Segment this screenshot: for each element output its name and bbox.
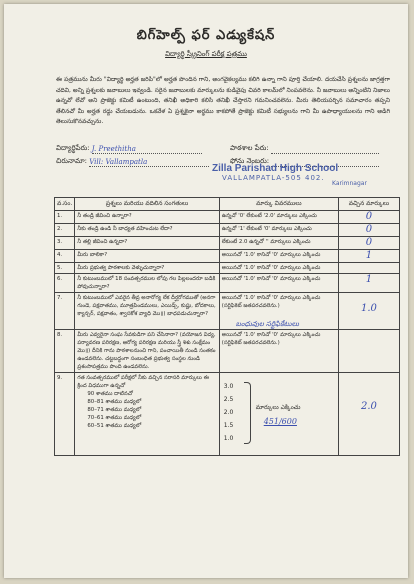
row-question: మీరు ఎవ్వరైనా సంఘ సేవకుడిగా పని చేసినారా? (వయోజన విద్య, పర్యావరణ పరిరక్షణ, ఆరోగ్య పరిరక్షణ మరియు స్త్రీ శిశు సంక్షేమం మొ॥) దీనికి గాను పాఠశాలనుంచి గాని, పంచాయితీ నుండి సంతకం ఉండవలెను. చట్టబద్ధంగా సంబంధిత ప్రభుత్వ సంస్థల నుండి ప్రశంసాపత్రము పొంది ఉండవలెను. (75, 330, 219, 373)
row-number: 7. (55, 293, 75, 330)
table-header-row (55, 198, 400, 211)
row-mark-detail (219, 373, 338, 456)
row-marks-cell[interactable] (338, 263, 399, 274)
row-marks-cell[interactable] (338, 330, 399, 373)
row-question-text: గత సంవత్సరములో పరీక్షలో నీకు వచ్చిన సరాసరి మార్కులు ఈ క్రింద విధముగా ఉన్నచో (77, 375, 209, 389)
header-sno: వ.సం. (55, 198, 75, 211)
scale-value: 1.5 (223, 422, 234, 429)
row-marks: 0 (365, 237, 373, 248)
school-name-field[interactable] (230, 144, 379, 154)
row-question: నీ కుటుంబములో ఎవరైన తీవ్ర అనారోగ్య లేక దీర్ఘరోగముతో (అనగా గుండె, పక్షవాతము, మూత్రపిండములు, ఎయిడ్స్, కుష్టు, బోదకాలు, క్యాన్సర్, పక్షవాతం, శ్వాసకోశ వ్యాధి మొ॥) బాధపడుచున్నారా? (75, 293, 219, 330)
row-marks: 0 (365, 211, 373, 222)
row-marks-cell[interactable] (338, 211, 399, 224)
row-mark-detail: అయినచో '1.0' కానిచో '0' మార్కులు ఎక్కించు (సర్టిఫికెట్ జతపరచవలెను.) (219, 330, 338, 373)
row-mark-detail: లేకుంటే 2.0 ఉన్నచో '' మార్కులు ఎక్కించు (219, 237, 338, 250)
screening-table (54, 197, 400, 456)
school-name-label: పాఠశాల పేరు: (230, 144, 269, 152)
row-marks: 0 (365, 224, 373, 235)
grade-item: 80–71 శాతము మధ్యలో (87, 407, 142, 413)
row-number: 8. (55, 330, 75, 373)
address-field[interactable] (56, 157, 209, 167)
row-marks: 2.0 (360, 401, 377, 412)
row-number: 5. (55, 263, 75, 274)
row-question: నీ తల్లి జీవించి ఉన్నదా? (75, 237, 219, 250)
scale-value: 2.5 (223, 396, 234, 403)
school-name-line (271, 153, 379, 154)
address-label: చిరునామా: (56, 157, 88, 165)
table-row (55, 237, 400, 250)
row-question: నీ కుటుంబములో 18 సంవత్సరముల లోపు గల పిల్లలందరూ బడికి పోవుచున్నారా? (75, 274, 219, 293)
row-marks-cell[interactable] (338, 293, 399, 330)
row-number: 6. (55, 274, 75, 293)
row-mark-detail: ఉన్నచో '1' లేకుంటే '0' మార్కులు ఎక్కించు (219, 224, 338, 237)
student-name-value: J. Preethitha (92, 145, 202, 154)
row-mark-detail: అయినచో '1.0' కానిచో '0' మార్కులు ఎక్కించు (219, 250, 338, 263)
scale-values (224, 380, 234, 445)
form-title: బిగ్‌హెల్ప్ ఫర్ ఎడ్యుకేషన్ (136, 28, 276, 43)
table-row (55, 250, 400, 263)
header-marks-obtained: వచ్చిన మార్కులు (338, 198, 399, 211)
row-marks-cell[interactable] (338, 250, 399, 263)
brace-icon (244, 382, 251, 444)
scale-value: 1.0 (223, 435, 234, 442)
row-question: నీ తండ్రి జీవించి ఉన్నారా? (75, 211, 219, 224)
stamp-school-name: Zilla Parishad High School (212, 163, 339, 174)
row-number: 3. (55, 237, 75, 250)
row-mark-detail-text: అయినచో '1.0' కానిచో '0' మార్కులు ఎక్కించు (సర్టిఫికెట్ జతపరచవలెను.) (221, 295, 321, 309)
grade-item: 60–51 శాతము మధ్యలో (87, 423, 142, 429)
scale-value: 3.0 (223, 383, 234, 390)
grade-item: 70–61 శాతము మధ్యలో (87, 415, 142, 421)
row-marks: 1 (365, 274, 373, 285)
student-name-label: విద్యార్థిపేరు: (56, 144, 90, 152)
table-row (55, 211, 400, 224)
table-row (55, 224, 400, 237)
school-stamp (212, 163, 367, 187)
stamp-place: VALLAMPATLA-505 402. (222, 174, 325, 182)
row-mark-detail-text: మార్కులు ఎక్కించు (255, 404, 301, 411)
table-row (55, 263, 400, 274)
row-marks-cell[interactable] (338, 237, 399, 250)
row-mark-detail: ఉన్నచో '0' లేకుంటే '2.0' మార్కులు ఎక్కించు (219, 211, 338, 224)
row-marks-cell[interactable] (338, 373, 399, 456)
table-row (55, 330, 400, 373)
row-mark-detail: అయినచో '1.0' కానిచో '0' మార్కులు ఎక్కించు (219, 274, 338, 293)
row-question: మీరు ప్రభుత్వ పాఠశాలకు వెళ్ళుచున్నారా? (75, 263, 219, 274)
scale-value: 2.0 (223, 409, 234, 416)
row-mark-detail: అయినచో '1.0' కానిచో '0' మార్కులు ఎక్కించు (219, 263, 338, 274)
phone-label: ఫోను నెంబరు: (230, 157, 270, 165)
grade-item: 90 శాతము దాటినచో (87, 391, 133, 397)
instructions-paragraph: ఈ పత్రమును మీరు "విద్యార్థి అర్హత జరిపి"లో అర్హత పొందిన గాని, అంగవైకల్యము కలిగి ఉన్నా గాని పూర్తి చేయాలి. దయచేసి ప్రశ్నలను జాగ్రత్తగా చదివి, అన్ని ప్రశ్నలకు జవాబులు ఇవ్వండి. సరైన జవాబులకు మార్కులను కుడివైపు చివరి కాలమ్‌లో నింపవలెను. నీ జవాబులు అన్నింటిని నిజాలు ఉన్నవో లేవో అని ప్రాజెక్టు కమిటీ ఉంటుంది, తనిఖీ అధికారి కలిసి తనిఖీ చేస్తారని గమనించవలెను. మీరు తెలియపర్చిన సమాచారం తప్పని తేలినచో మీ అర్హత రద్దు చేయబడును. ఒకవేళ ఏ ప్రశ్నకైనా అర్థము కాకపోతే ప్రాజెక్టు కమిటీ సభ్యులను గాని మీ ఉపాధ్యాయులను గాని అడిగి తెలుసుకొనవచ్చును. (56, 76, 390, 125)
marks-scale (222, 374, 336, 454)
form-subtitle: విద్యార్థి స్క్రీనింగ్ పరీక్ష పత్రము (165, 50, 247, 58)
handwritten-score: 451/600 (263, 417, 297, 426)
header-mark-details: మార్కు వివరములు (219, 198, 338, 211)
row-question (75, 373, 219, 456)
row-number: 9. (55, 373, 75, 456)
row-marks: 1.0 (360, 303, 377, 314)
table-row (55, 373, 400, 456)
address-value: Vill: Vallampatla (89, 158, 209, 167)
row-number: 4. (55, 250, 75, 263)
row-number: 1. (55, 211, 75, 224)
handwritten-note: బంధువుల సర్టిఫికేటులు (235, 320, 299, 328)
row-marks: 1 (365, 250, 373, 261)
grade-item: 80–81 శాతము మధ్యలో (87, 399, 142, 405)
table-row (55, 274, 400, 293)
screening-form-page (4, 4, 408, 578)
row-marks-cell[interactable] (338, 274, 399, 293)
student-name-field[interactable] (56, 144, 202, 154)
grade-list (87, 390, 216, 430)
row-question: నీకు తండ్రి ఉండి నీ బాధ్యత వహించుట లేదా? (75, 224, 219, 237)
table-row (55, 293, 400, 330)
row-number: 2. (55, 224, 75, 237)
row-mark-detail (219, 293, 338, 330)
row-question: మీరు బాలికా? (75, 250, 219, 263)
header-questions: ప్రశ్నలు మరియు వదిలిన సంగతులు (75, 198, 219, 211)
row-marks-cell[interactable] (338, 224, 399, 237)
stamp-note: Karimnagar (332, 180, 367, 187)
